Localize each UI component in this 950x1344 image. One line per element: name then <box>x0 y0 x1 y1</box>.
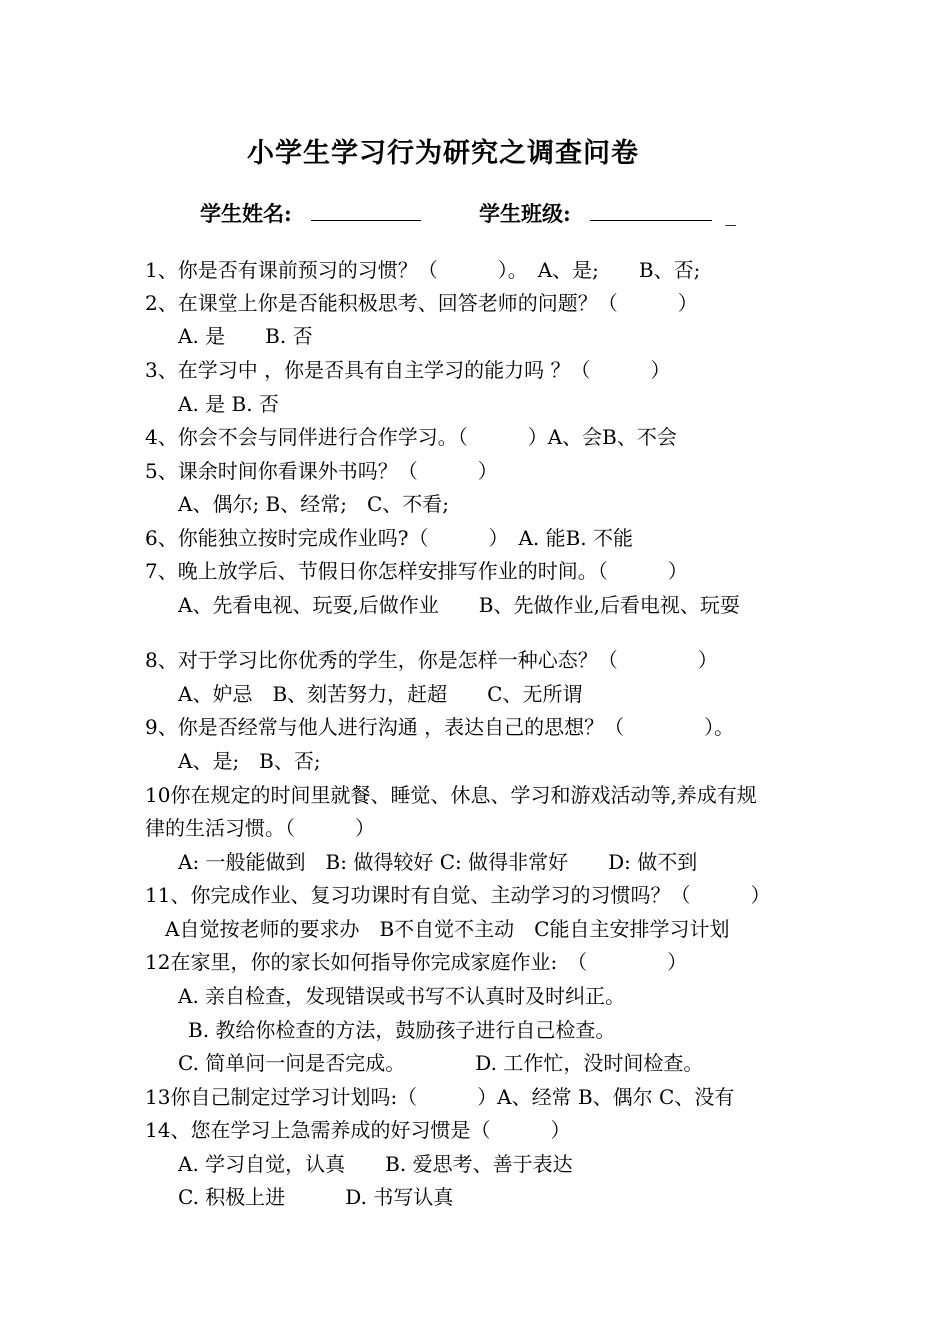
question-4: 4、你会不会与同伴进行合作学习。（ ）A、会B、不会 <box>145 425 677 449</box>
question-12-options-cd: C. 简单问一问是否完成。 D. 工作忙，没时间检查。 <box>178 1051 704 1075</box>
student-class-field <box>479 198 736 228</box>
question-11-options: A自觉按老师的要求办 B不自觉不主动 C能自主安排学习计划 <box>165 917 730 941</box>
question-14-options-cd: C. 积极上进 D. 书写认真 <box>178 1185 454 1209</box>
student-class-label: 学生班级: <box>479 201 571 226</box>
question-3: 3、在学习中 ，你是否具有自主学习的能力吗 ？（ ） <box>145 358 671 382</box>
question-10-options: A: 一般能做到 B: 做得较好 C: 做得非常好 D: 做不到 <box>178 850 698 874</box>
question-9-options: A、是; B、否; <box>178 749 321 773</box>
question-5: 5、课余时间你看课外书吗？（ ） <box>145 459 498 483</box>
question-2-options: A. 是 B. 否 <box>178 324 313 348</box>
question-5-options: A、偶尔; B、经常; C、不看; <box>178 492 450 516</box>
student-class-tail: _ <box>725 202 736 226</box>
question-10-line1: 10你在规定的时间里就餐、睡觉、休息、学习和游戏活动等,养成有规 <box>145 783 757 807</box>
question-10-line2: 律的生活习惯。（ ） <box>145 816 375 840</box>
question-8: 8、对于学习比你优秀的学生，你是怎样一种心态？（ ） <box>145 648 718 672</box>
question-7: 7、晚上放学后、节假日你怎样安排写作业的时间。（ ） <box>145 559 688 583</box>
question-13: 13你自己制定过学习计划吗:（ ）A、经常 B、偶尔 C、没有 <box>145 1085 735 1109</box>
question-11: 11、你完成作业、复习功课时有自觉、主动学习的习惯吗？（ ） <box>145 883 771 907</box>
student-class-blank <box>590 200 712 221</box>
question-1: 1、你是否有课前预习的习惯？（ ）。 A、是; B、否; <box>145 258 701 282</box>
question-14: 14、您在学习上急需养成的好习惯是（ ） <box>145 1118 571 1142</box>
student-name-label: 学生姓名: <box>200 201 292 226</box>
student-name-field <box>200 198 421 228</box>
question-3-options: A. 是 B. 否 <box>178 392 279 416</box>
question-6: 6、你能独立按时完成作业吗?（ ） A. 能B. 不能 <box>145 526 634 550</box>
question-2: 2、在课堂上你是否能积极思考、回答老师的问题？（ ） <box>145 291 698 315</box>
page-title: 小学生学习行为研究之调查问卷 <box>247 138 639 169</box>
question-14-options-ab: A. 学习自觉，认真 B. 爱思考、善于表达 <box>178 1152 573 1176</box>
question-12-option-b: B. 教给你检查的方法，鼓励孩子进行自己检查。 <box>188 1018 616 1042</box>
student-name-blank <box>311 200 421 221</box>
question-12-option-a: A. 亲自检查，发现错误或书写不认真时及时纠正。 <box>178 984 626 1008</box>
question-9: 9、你是否经常与他人进行沟通 ，表达自己的思想？（ ）。 <box>145 715 735 739</box>
question-8-options: A、妒忌 B、刻苦努力，赶超 C、无所谓 <box>178 682 583 706</box>
question-12: 12在家里，你的家长如何指导你完成家庭作业: （ ） <box>145 950 688 974</box>
question-7-options: A、先看电视、玩耍,后做作业 B、先做作业,后看电视、玩耍 <box>178 593 740 617</box>
